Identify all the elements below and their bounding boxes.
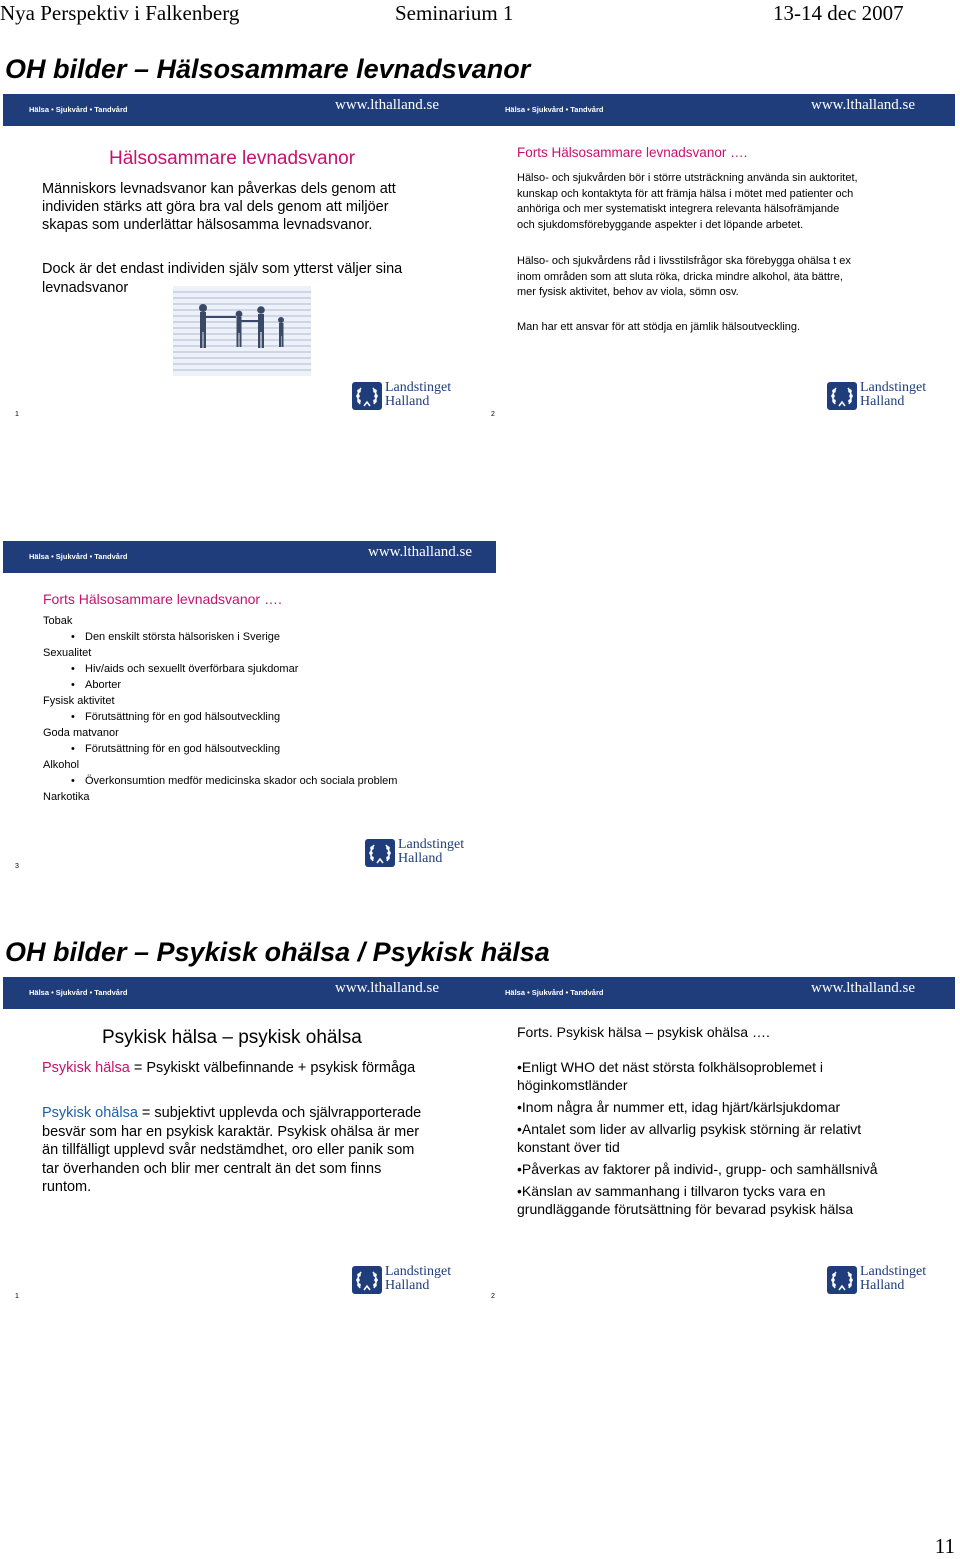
bar-url: www.lthalland.se [810, 980, 915, 996]
logo-text: Halland [385, 1278, 430, 1293]
bullet-item [517, 1182, 878, 1218]
bar-url: www.lthalland.se [334, 980, 439, 996]
logo-text: Halland [860, 394, 905, 409]
text-line: •Antalet som lider av allvarlig psykisk störning är relativt [517, 1121, 862, 1137]
definition-term: Psykisk hälsa [42, 1060, 130, 1076]
leaf-wreath-icon [827, 382, 857, 410]
topic-list [43, 613, 397, 805]
topic-bullet: • Förutsättning för en god hälsoutveckling [85, 741, 397, 757]
slide-title: Psykisk hälsa – psykisk ohälsa [102, 1027, 362, 1048]
slide-header-bar [3, 977, 479, 1009]
leaf-wreath-icon [352, 1266, 382, 1294]
text-line: runtom. [42, 1179, 92, 1195]
slide-header-bar [479, 977, 955, 1009]
slide-paragraph: Man har ett ansvar för att stödja en jämlik hälsoutveckling. [517, 321, 801, 333]
logo-text: Landstinget [860, 1264, 927, 1279]
slide-paragraph [517, 171, 858, 233]
slide-5 [479, 977, 955, 1307]
topic-heading: Tobak [43, 615, 73, 627]
leaf-wreath-icon [827, 1266, 857, 1294]
slide-header-bar [479, 94, 955, 126]
text-line: Hälso- och sjukvården bör i större utsträckning använda sin auktoritet, [517, 172, 858, 184]
bar-url: www.lthalland.se [334, 97, 439, 113]
slide-number: 2 [491, 411, 495, 418]
header-right: 13-14 dec 2007 [773, 1, 904, 25]
text-line: besvär som har en psykisk karaktär. Psykisk ohälsa är mer [42, 1123, 420, 1140]
page-header [0, 0, 960, 28]
section-title: OH bilder – Hälsosammare levnadsvanor [5, 54, 531, 84]
text-line: konstant över tid [517, 1139, 620, 1155]
bullet-item [517, 1058, 878, 1094]
topic-bullet: • Den enskilt största hälsorisken i Sverige [85, 629, 397, 645]
text-line: mer fysisk aktivitet, behov av viola, sömn osv. [517, 286, 739, 298]
bar-tagline: Hälsa • Sjukvård • Tandvård [505, 988, 604, 997]
text-line: grundläggande förutsättning för bevarad psykisk hälsa [517, 1201, 854, 1217]
text-line: kunskap och kontaktyta för att främja hälsa i mötet med patienter och [517, 187, 854, 200]
logo-text: Landstinget [385, 380, 452, 395]
text-line: Hälso- och sjukvårdens råd i livsstilsfrågor ska förebygga ohälsa t ex [517, 255, 851, 267]
text-line: tar överhanden och blir mer centralt än det som finns [42, 1160, 382, 1177]
slide-4 [3, 977, 479, 1307]
bullet-item [517, 1160, 878, 1178]
slide-number: 3 [15, 863, 19, 870]
text-line: och sjukdomsförebyggande aspekter i det löpande arbetet. [517, 218, 804, 231]
definition-text: = Psykiskt välbefinnande + psykisk förmåga [129, 1060, 416, 1076]
family-walking-image [173, 286, 311, 376]
logo-text: Landstinget [385, 1264, 452, 1279]
text-line: Människors levnadsvanor kan påverkas dels genom att [42, 181, 396, 197]
header-center: Seminarium 1 [395, 1, 514, 25]
text-line: •Enligt WHO det näst största folkhälsoproblemet i [517, 1059, 824, 1075]
definition-mental-illness [42, 1104, 421, 1197]
landstinget-logo [827, 381, 931, 411]
slide-title: Forts. Psykisk hälsa – psykisk ohälsa …. [517, 1024, 770, 1040]
text-line: individen stärks att göra bra val dels genom att miljöer [42, 199, 389, 215]
bullet-item [517, 1098, 878, 1116]
slide-3 [3, 541, 496, 876]
definition-text: = subjektivt upplevda och självrapporterade [137, 1105, 422, 1121]
topic-heading: Goda matvanor [43, 727, 119, 739]
leaf-wreath-icon [352, 382, 382, 410]
bullet-list [517, 1058, 878, 1218]
text-line: •Påverkas av faktorer på individ-, grupp- och samhällsnivå [517, 1161, 878, 1177]
text-line: anhöriga och mer systematiskt integrera relevanta hälsofrämjande [517, 203, 840, 215]
slide-paragraph [517, 254, 851, 301]
text-line: levnadsvanor [42, 280, 129, 296]
bar-tagline: Hälsa • Sjukvård • Tandvård [29, 988, 128, 997]
bar-url: www.lthalland.se [367, 544, 472, 560]
slide-title: Forts Hälsosammare levnadsvanor …. [43, 591, 282, 607]
slide-title: Forts Hälsosammare levnadsvanor …. [517, 145, 748, 160]
slide-number: 1 [15, 411, 19, 418]
slide-header-bar [3, 94, 479, 126]
topic-bullet: • Förutsättning för en god hälsoutveckling [85, 709, 397, 725]
bullet-item [517, 1120, 878, 1156]
header-left: Nya Perspektiv i Falkenberg [0, 1, 240, 25]
text-line: Dock är det endast individen själv som ytterst väljer sina [42, 261, 403, 277]
bar-tagline: Hälsa • Sjukvård • Tandvård [505, 105, 604, 114]
text-line: än tillfälligt upplevd svår nedstämdhet, oro eller panik som [42, 1142, 415, 1158]
definition-term: Psykisk ohälsa [42, 1105, 138, 1121]
text-line: •Känslan av sammanhang i tillvaron tycks vara en [517, 1183, 826, 1199]
landstinget-logo [352, 1265, 456, 1295]
slide-2 [479, 94, 955, 424]
logo-text: Landstinget [398, 837, 465, 852]
text-line: höginkomstländer [517, 1077, 628, 1093]
topic-heading: Narkotika [43, 791, 90, 803]
slide-title: Hälsosammare levnadsvanor [109, 148, 356, 169]
slide-number: 1 [15, 1293, 19, 1300]
topic-heading: Alkohol [43, 759, 80, 771]
topic-bullet: • Hiv/aids och sexuellt överförbara sjukdomar [85, 661, 397, 677]
leaf-wreath-icon [365, 839, 395, 867]
bar-url: www.lthalland.se [810, 97, 915, 113]
topic-heading: Fysisk aktivitet [43, 695, 115, 707]
section-title: OH bilder – Psykisk ohälsa / Psykisk hälsa [5, 937, 550, 967]
slide-paragraph [42, 180, 396, 234]
page-number: 11 [934, 1534, 955, 1558]
logo-text: Halland [385, 394, 430, 409]
slide-1 [3, 94, 479, 424]
text-line: inom områden som att sluta röka, dricka mindre alkohol, äta bättre, [517, 270, 843, 283]
landstinget-logo [352, 381, 456, 411]
landstinget-logo [827, 1265, 931, 1295]
landstinget-logo [365, 838, 469, 868]
text-line: skapas som underlättar hälsosamma levnadsvanor. [42, 217, 373, 233]
slide-header-bar [3, 541, 496, 573]
logo-text: Halland [860, 1278, 905, 1293]
bar-tagline: Hälsa • Sjukvård • Tandvård [29, 552, 128, 561]
bar-tagline: Hälsa • Sjukvård • Tandvård [29, 105, 128, 114]
logo-text: Halland [398, 851, 443, 866]
text-line: •Inom några år nummer ett, idag hjärt/kärlsjukdomar [517, 1099, 841, 1115]
topic-bullet: • Överkonsumtion medför medicinska skador och sociala problem [85, 773, 397, 789]
topic-heading: Sexualitet [43, 647, 92, 659]
topic-bullet: • Aborter [85, 677, 397, 693]
slide-number: 2 [491, 1293, 495, 1300]
definition-mental-health [42, 1060, 415, 1076]
logo-text: Landstinget [860, 380, 927, 395]
